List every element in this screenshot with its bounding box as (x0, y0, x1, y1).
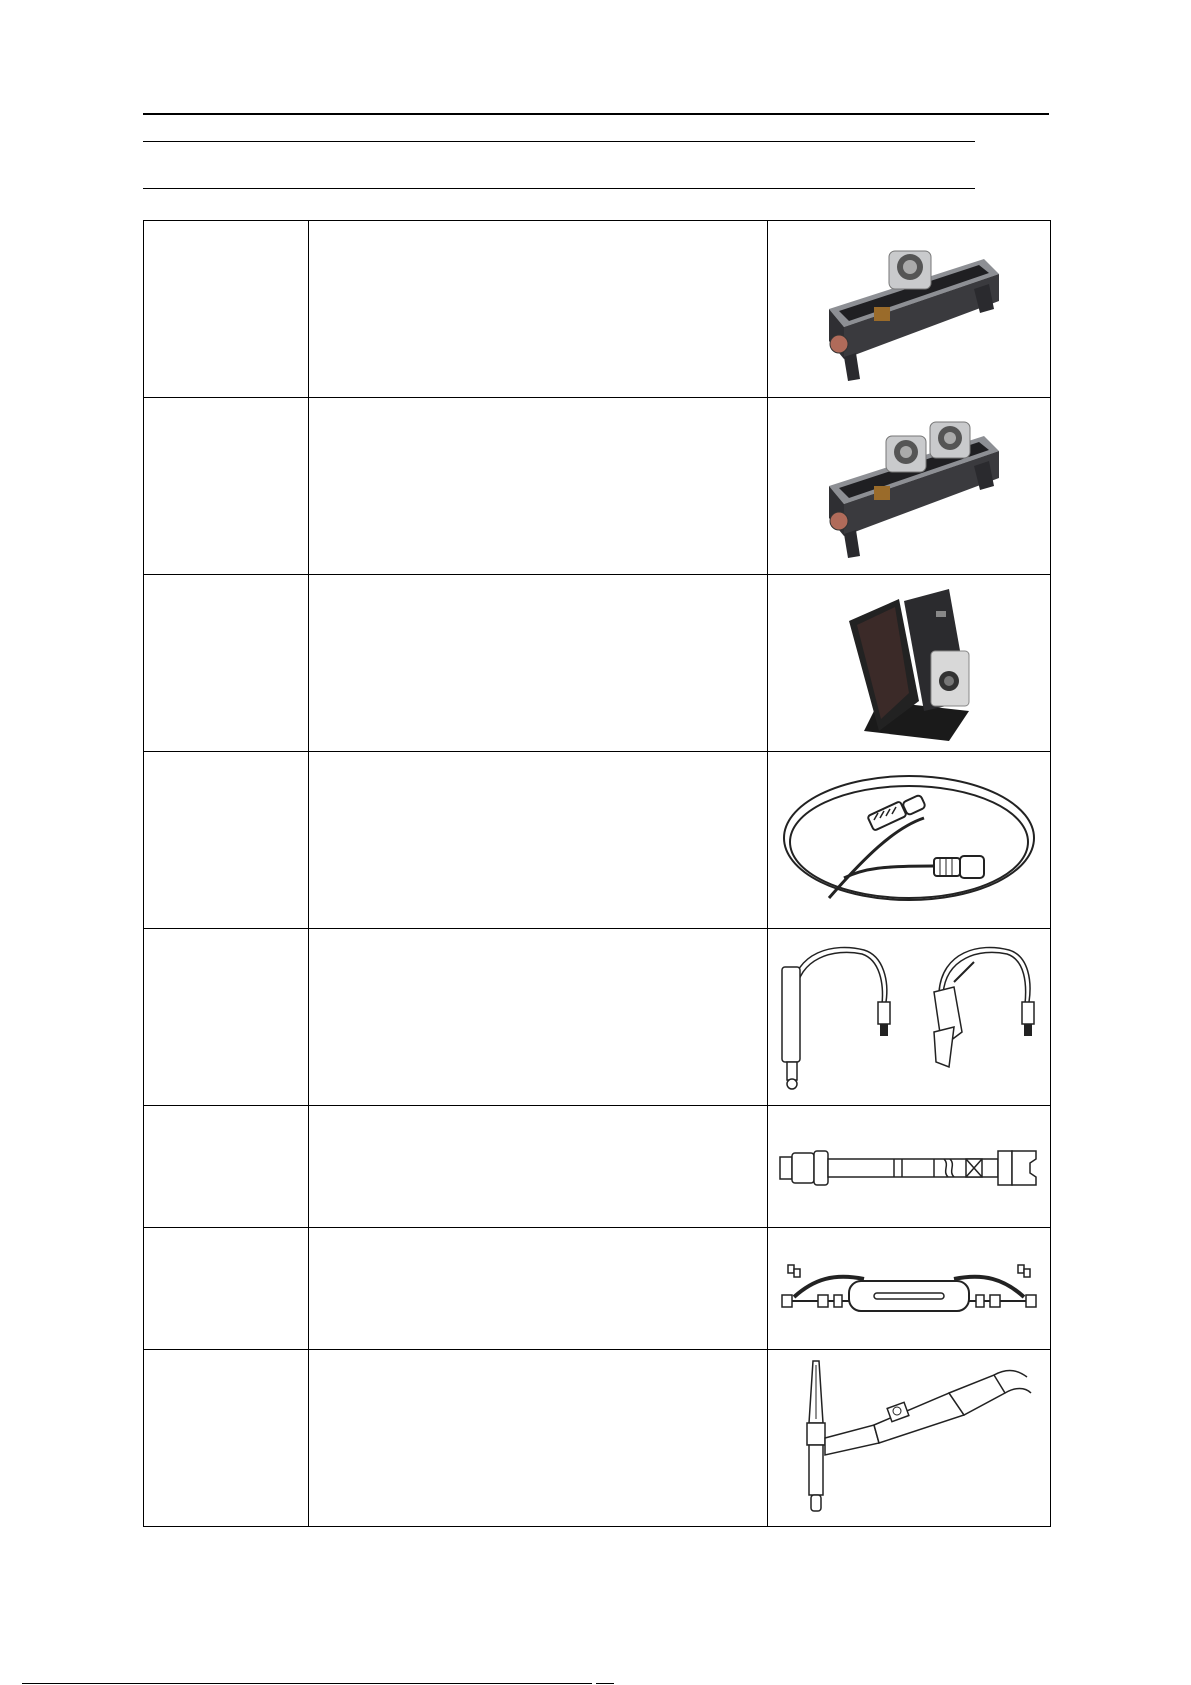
single-wire-feeder-unit-icon (794, 229, 1024, 389)
heading-underline-bottom (143, 188, 975, 189)
table-row (144, 1228, 1051, 1350)
accessory-image-cell (768, 1350, 1051, 1527)
header-rule (143, 113, 1049, 115)
footer-rule (22, 1683, 592, 1684)
table-row (144, 1106, 1051, 1228)
accessory-image-cell (768, 1106, 1051, 1228)
accessory-name-cell (144, 575, 309, 752)
foot-pedal-remote-icon (809, 581, 1009, 746)
accessory-name-cell (144, 221, 309, 398)
table-row (144, 752, 1051, 929)
accessory-image-cell (768, 221, 1051, 398)
table-row (144, 929, 1051, 1106)
table-row (144, 1350, 1051, 1527)
electrode-holder-and-earth-clamp-icon (774, 932, 1044, 1102)
shoulder-strap-icon (774, 1259, 1044, 1319)
accessory-image-cell (768, 398, 1051, 575)
accessory-name-cell (144, 752, 309, 929)
accessory-image-cell (768, 752, 1051, 929)
heading-underline-top (143, 141, 975, 142)
tig-torch-icon (779, 1353, 1039, 1523)
accessories-table (143, 220, 1051, 1527)
double-wire-feeder-unit-icon (794, 406, 1024, 566)
extension-cable-icon (774, 758, 1044, 923)
accessory-image-cell (768, 575, 1051, 752)
accessory-name-cell (144, 1350, 309, 1527)
table-row (144, 398, 1051, 575)
accessory-description-cell (309, 575, 768, 752)
accessory-description-cell (309, 1106, 768, 1228)
accessory-name-cell (144, 1228, 309, 1350)
accessory-description-cell (309, 221, 768, 398)
table-row (144, 221, 1051, 398)
accessory-name-cell (144, 929, 309, 1106)
accessory-name-cell (144, 1106, 309, 1228)
footer-rule-segment (596, 1683, 614, 1684)
accessory-description-cell (309, 1228, 768, 1350)
accessory-description-cell (309, 398, 768, 575)
accessory-image-cell (768, 1228, 1051, 1350)
accessory-description-cell (309, 752, 768, 929)
table-row (144, 575, 1051, 752)
accessory-image-cell (768, 929, 1051, 1106)
accessory-description-cell (309, 1350, 768, 1527)
accessory-name-cell (144, 398, 309, 575)
carrying-strap-icon (774, 1137, 1044, 1197)
accessory-description-cell (309, 929, 768, 1106)
